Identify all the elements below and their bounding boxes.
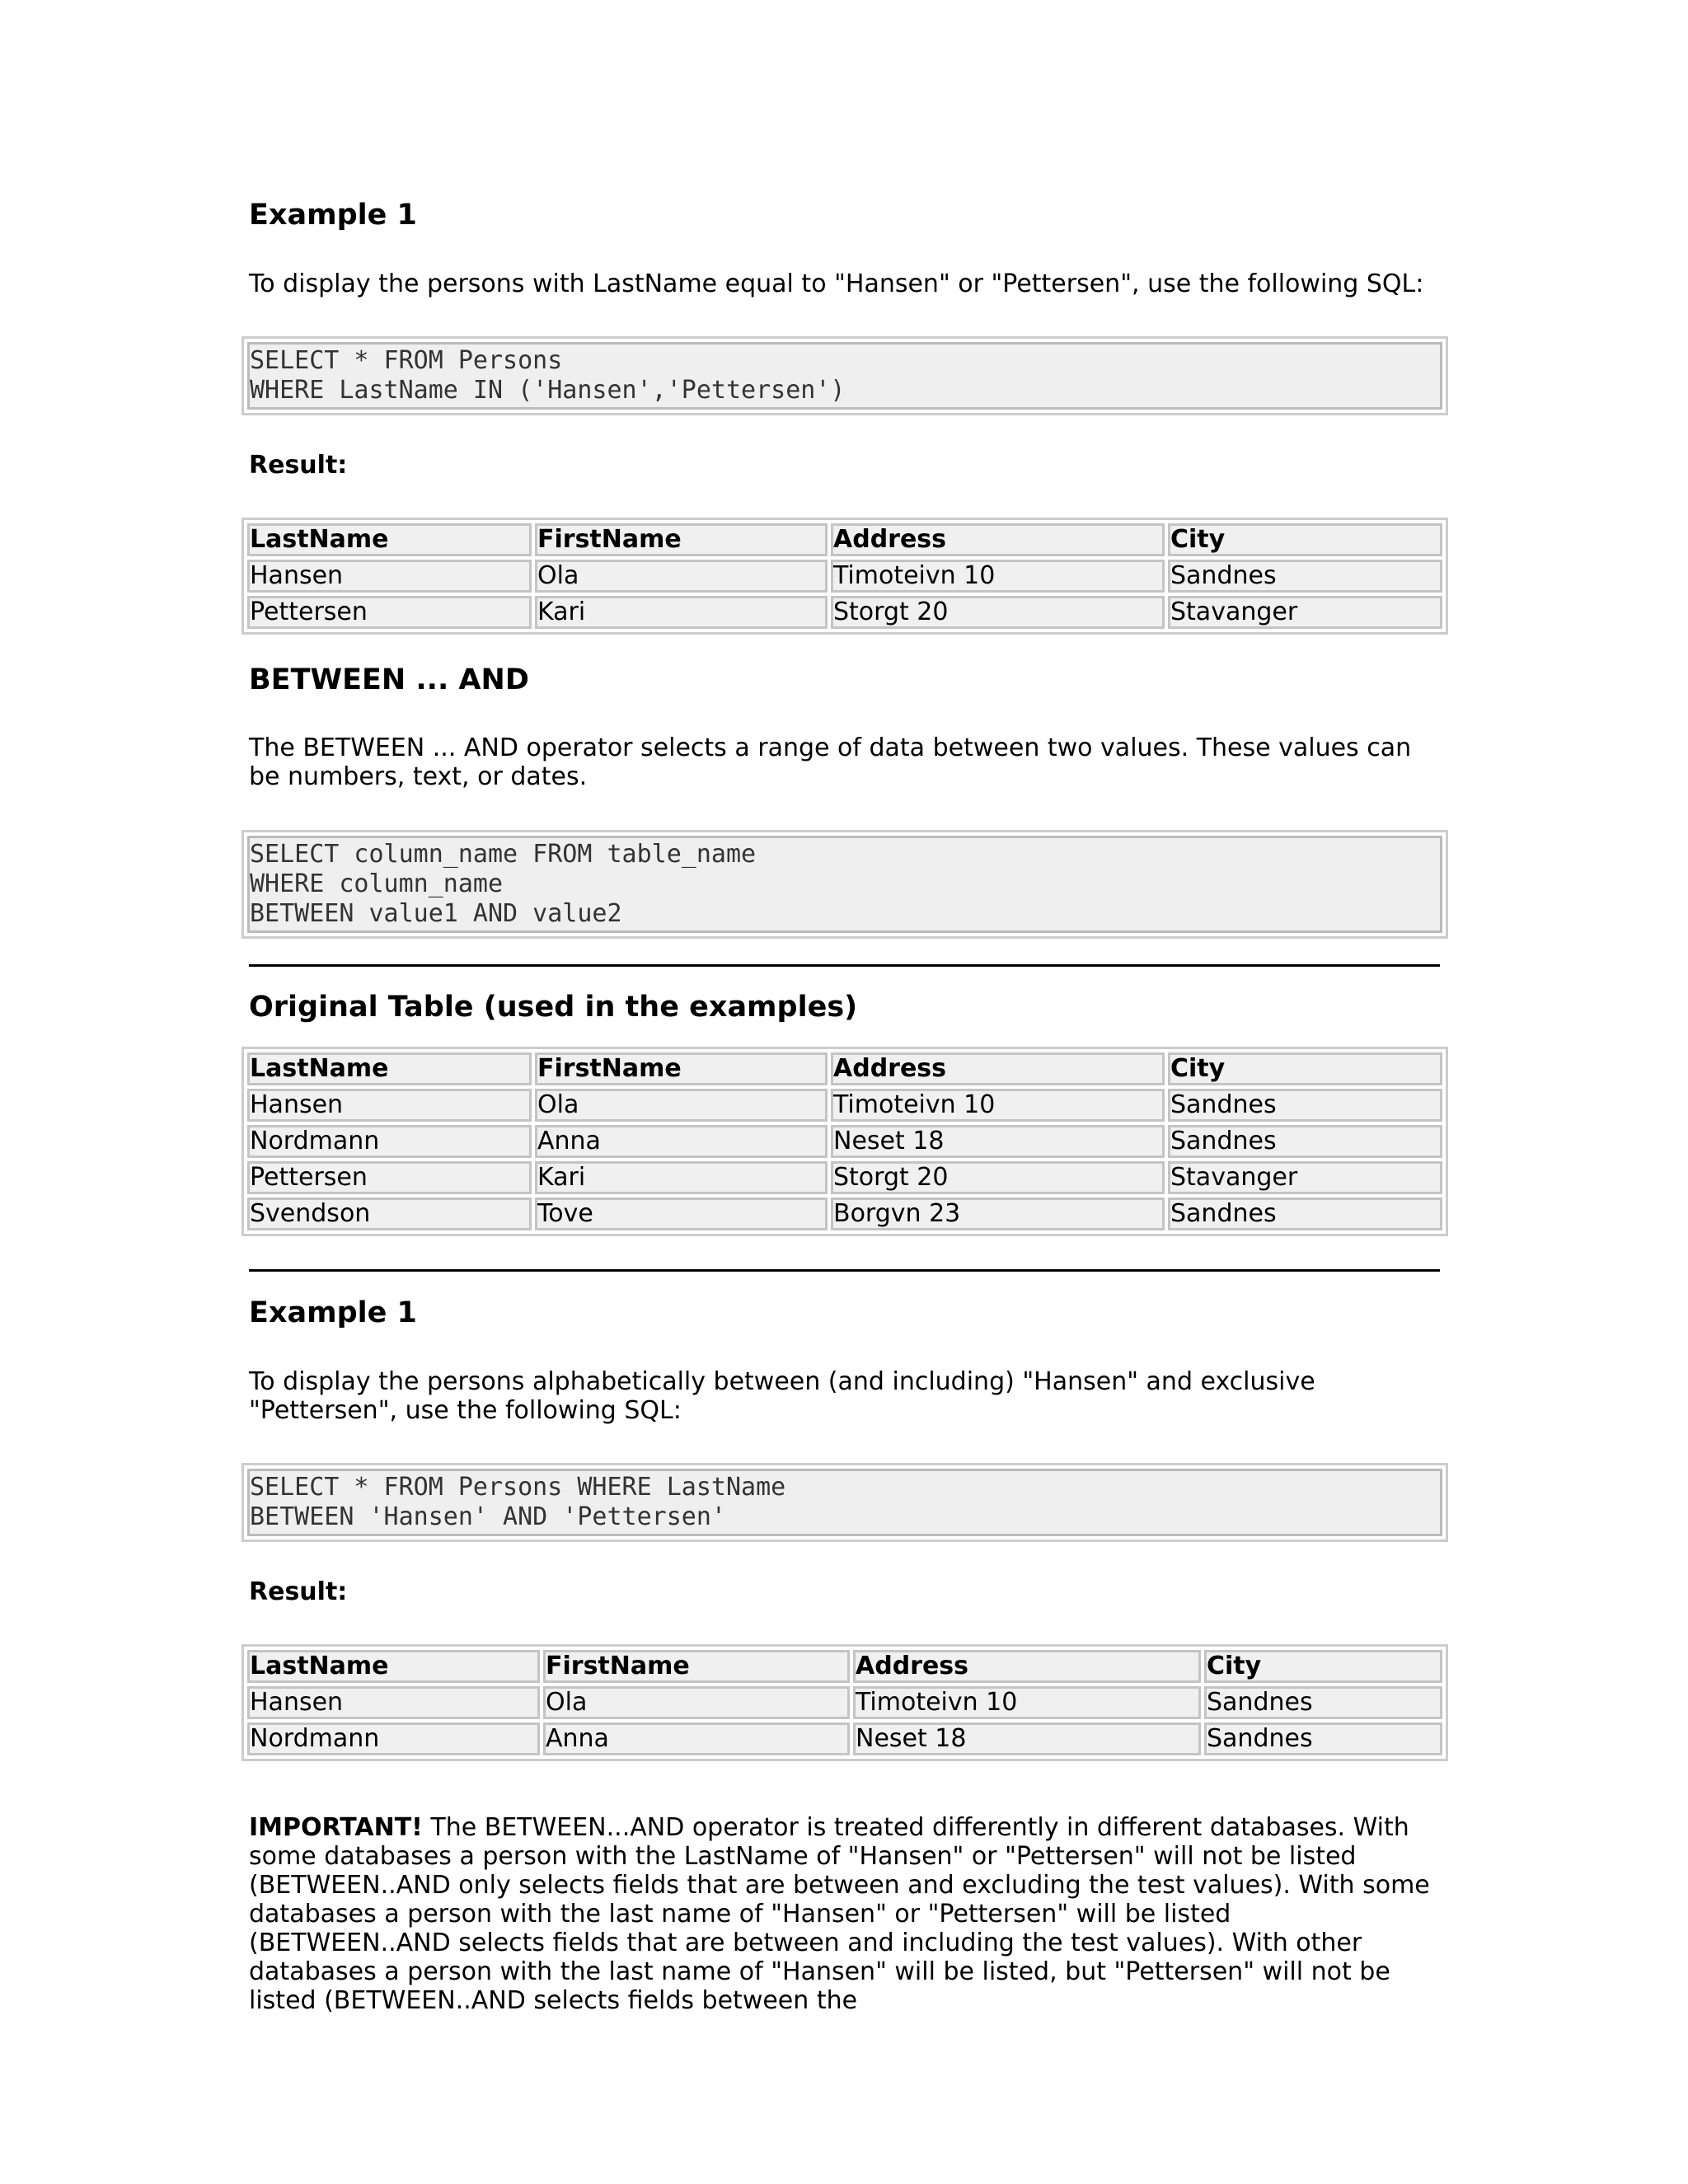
- column-header: FirstName: [535, 1052, 828, 1085]
- column-header: Address: [853, 1650, 1201, 1683]
- table-cell: Sandnes: [1168, 1089, 1442, 1122]
- section-heading: Example 1: [249, 1296, 417, 1329]
- important-text: The BETWEEN...AND operator is treated differently in different databases. With some databases a person with the LastName of "Hansen" or "Pettersen" will not be listed (BETWEEN..AND only selects fields that are between and excluding the test values). With some databases a person with the last name of "Hansen" or "Pettersen" will be listed (BETWEEN..AND selects fields that are between and including the test values). With other databases a person with the last name of "Hansen" will be listed, but "Pettersen" will not be listed (BETWEEN..AND selects fields between the: [249, 1813, 1430, 2015]
- sql-code: [247, 342, 1442, 410]
- code-line: WHERE column_name: [250, 869, 504, 898]
- table-cell: Neset 18: [831, 1125, 1165, 1158]
- table-cell: Pettersen: [247, 596, 532, 629]
- table-cell: Sandnes: [1204, 1722, 1442, 1755]
- code-line: BETWEEN value1 AND value2: [250, 899, 622, 928]
- table-cell: Ola: [535, 1089, 828, 1122]
- table-cell: Sandnes: [1168, 560, 1442, 593]
- section-heading: Example 1: [249, 199, 417, 232]
- column-header: City: [1204, 1650, 1442, 1683]
- table-cell: Kari: [535, 596, 828, 629]
- table-row: [247, 596, 1442, 629]
- table-cell: Timoteivn 10: [831, 1089, 1165, 1122]
- code-line: SELECT * FROM Persons: [250, 346, 563, 375]
- table-row: [247, 1686, 1442, 1719]
- table-header-row: [247, 1052, 1442, 1085]
- table-cell: Sandnes: [1204, 1686, 1442, 1719]
- table-cell: Sandnes: [1168, 1125, 1442, 1158]
- result-table: [241, 518, 1448, 635]
- sql-code: [247, 1469, 1442, 1536]
- table-cell: Storgt 20: [831, 1161, 1165, 1194]
- result-label: Result:: [249, 451, 348, 480]
- code-line: BETWEEN 'Hansen' AND 'Pettersen': [250, 1502, 726, 1531]
- sql-code-block: [241, 1463, 1448, 1542]
- intro-paragraph: The BETWEEN ... AND operator selects a range of data between two values. These values can be numbers, text, or dates.: [249, 733, 1412, 791]
- column-header: LastName: [247, 1650, 540, 1683]
- column-header: City: [1168, 523, 1442, 556]
- table-cell: Svendson: [247, 1197, 532, 1230]
- table-cell: Storgt 20: [831, 596, 1165, 629]
- table-cell: Anna: [535, 1125, 828, 1158]
- sql-code-block: [241, 830, 1448, 939]
- section-heading: Original Table (used in the examples): [249, 991, 858, 1024]
- table-cell: Ola: [543, 1686, 850, 1719]
- table-header-row: [247, 1650, 1442, 1683]
- column-header: City: [1168, 1052, 1442, 1085]
- code-line: SELECT * FROM Persons WHERE LastName: [250, 1473, 786, 1502]
- table-cell: Nordmann: [247, 1722, 540, 1755]
- intro-paragraph: To display the persons alphabetically between (and including) "Hansen" and exclusive "Pettersen", use the following SQL:: [249, 1367, 1315, 1425]
- column-header: FirstName: [535, 523, 828, 556]
- table-cell: Timoteivn 10: [831, 560, 1165, 593]
- important-label: IMPORTANT!: [249, 1813, 423, 1842]
- horizontal-divider: [249, 964, 1440, 967]
- section-heading: BETWEEN ... AND: [249, 663, 529, 696]
- result-label: Result:: [249, 1577, 348, 1606]
- intro-paragraph: To display the persons with LastName equal to "Hansen" or "Pettersen", use the following SQL:: [249, 269, 1424, 298]
- important-paragraph: [249, 1813, 1440, 2015]
- column-header: LastName: [247, 523, 532, 556]
- table-cell: Neset 18: [853, 1722, 1201, 1755]
- table-row: [247, 1722, 1442, 1755]
- table-cell: Nordmann: [247, 1125, 532, 1158]
- table-cell: Sandnes: [1168, 1197, 1442, 1230]
- column-header: Address: [831, 1052, 1165, 1085]
- table-cell: Tove: [535, 1197, 828, 1230]
- table-cell: Kari: [535, 1161, 828, 1194]
- column-header: FirstName: [543, 1650, 850, 1683]
- table-header-row: [247, 523, 1442, 556]
- table-cell: Ola: [535, 560, 828, 593]
- original-table: [241, 1047, 1448, 1236]
- column-header: Address: [831, 523, 1165, 556]
- result-table: [241, 1644, 1448, 1761]
- table-cell: Borgvn 23: [831, 1197, 1165, 1230]
- sql-code: [247, 836, 1442, 933]
- table-row: [247, 1089, 1442, 1122]
- table-cell: Stavanger: [1168, 596, 1442, 629]
- table-row: [247, 560, 1442, 593]
- table-cell: Timoteivn 10: [853, 1686, 1201, 1719]
- table-cell: Hansen: [247, 560, 532, 593]
- column-header: LastName: [247, 1052, 532, 1085]
- table-row: [247, 1197, 1442, 1230]
- table-cell: Anna: [543, 1722, 850, 1755]
- code-line: SELECT column_name FROM table_name: [250, 840, 757, 869]
- code-line: WHERE LastName IN ('Hansen','Pettersen'): [250, 376, 846, 405]
- horizontal-divider: [249, 1269, 1440, 1272]
- table-cell: Hansen: [247, 1089, 532, 1122]
- table-row: [247, 1161, 1442, 1194]
- table-cell: Hansen: [247, 1686, 540, 1719]
- table-cell: Pettersen: [247, 1161, 532, 1194]
- table-cell: Stavanger: [1168, 1161, 1442, 1194]
- sql-code-block: [241, 336, 1448, 415]
- table-row: [247, 1125, 1442, 1158]
